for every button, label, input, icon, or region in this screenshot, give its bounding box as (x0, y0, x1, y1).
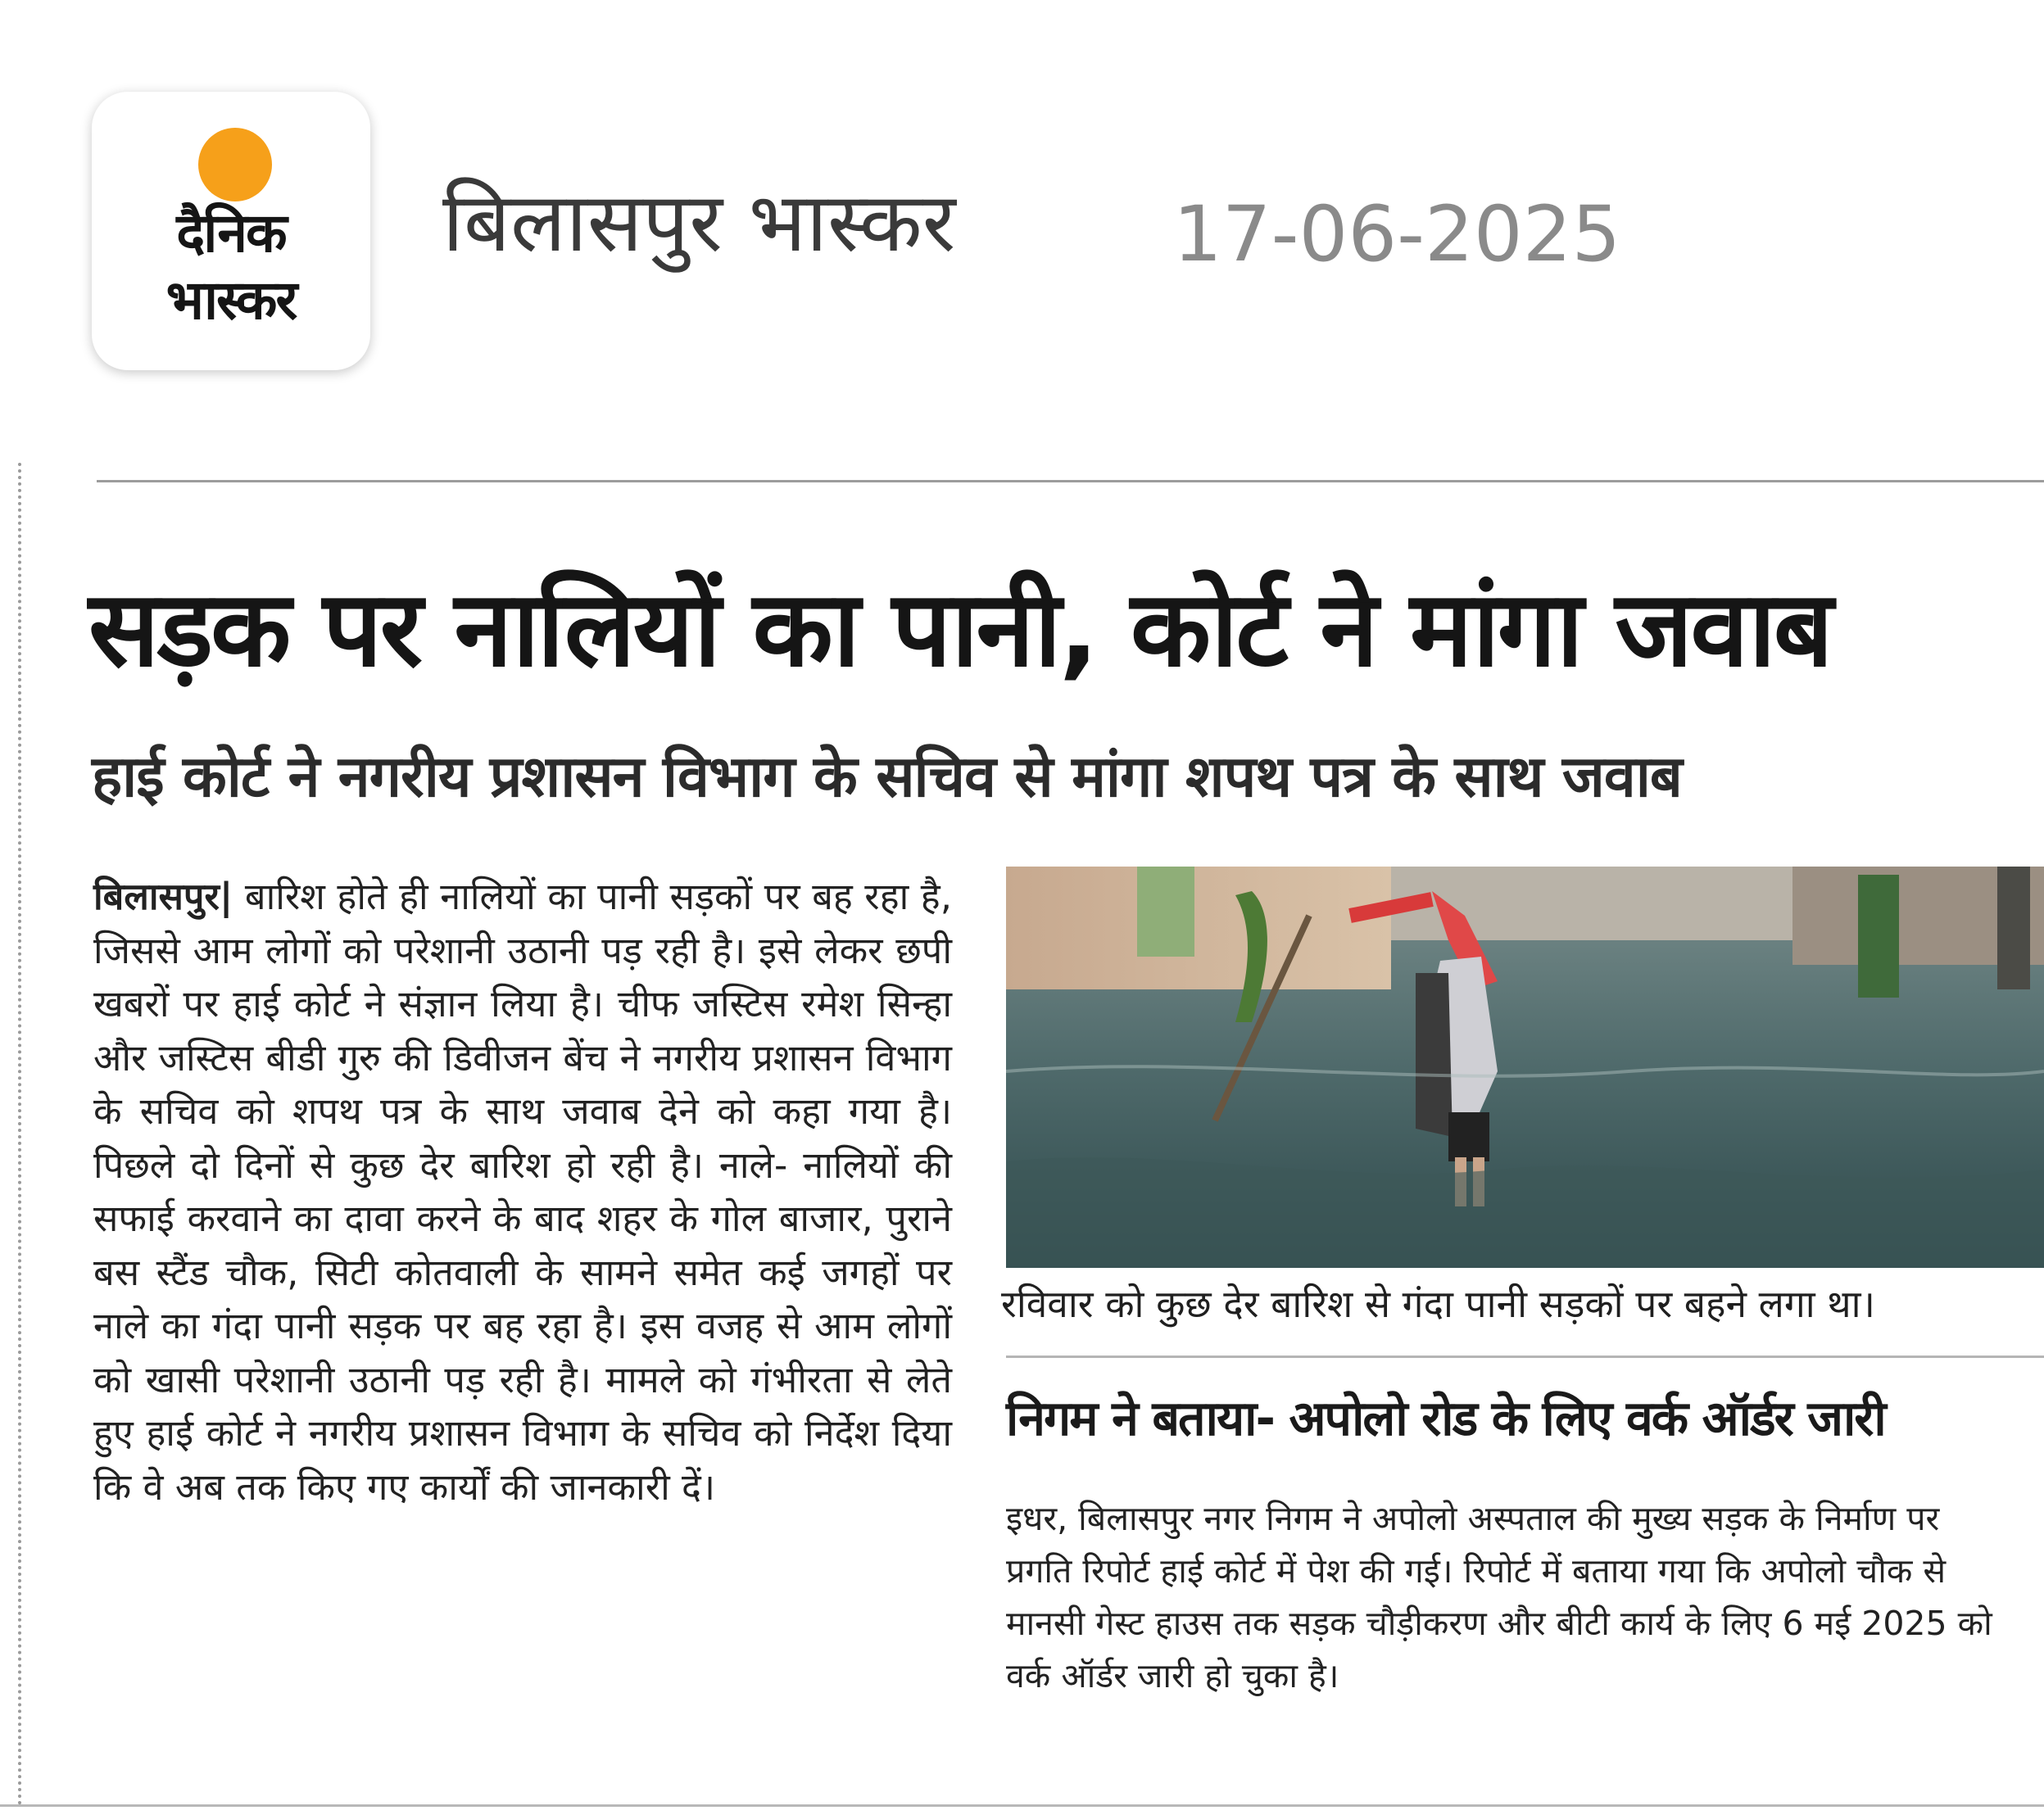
article-body (93, 870, 952, 1514)
bottom-divider (0, 1804, 2044, 1807)
article-dateline: बिलासपुर| (93, 875, 233, 918)
article-headline: सड़क पर नालियों का पानी, कोर्ट ने मांगा जवाब (88, 568, 1831, 690)
article-body-text: बारिश होते ही नालियों का पानी सड़कों पर बह रहा है, जिससे आम लोगों को परेशानी उठानी पड़ रही है। इसे लेकर छपी खबरों पर हाई कोर्ट ने संज्ञान लिया है। चीफ जस्टिस रमेश सिन्हा और जस्टिस बीडी गुरु की डिवीजन बेंच ने नगरीय प्रशासन विभाग के सचिव को शपथ पत्र के साथ जवाब देने को कहा गया है।पिछले दो दिनों से कुछ देर बारिश हो रही है। नाले- नालियों की सफाई करवाने का दावा करने के बाद शहर के गोल बाजार, पुराने बस स्टैंड चौक, सिटी कोतवाली के सामने समेत कई जगहों पर नाले का गंदा पानी सड़क पर बह रहा है। इस वजह से आम लोगों को खासी परेशानी उठानी पड़ रही है। मामले को गंभीरता से लेते हुए हाई कोर्ट ने नगरीय प्रशासन विभाग के सचिव को निर्देश दिया कि वे अब तक किए गए कार्यों की जानकारी दें। (93, 875, 952, 1509)
sidebar-headline: निगम ने बताया- अपोलो रोड के लिए वर्क ऑर्डर जारी (1006, 1390, 1885, 1446)
news-photo-flooded-street (1006, 867, 2044, 1268)
edition-title: बिलासपुर भास्कर (442, 174, 956, 270)
publication-date: 17-06-2025 (1173, 190, 1621, 279)
column-dotted-rule (18, 463, 21, 1806)
article-subheadline: हाई कोर्ट ने नगरीय प्रशासन विभाग के सचिव से मांगा शपथ पत्र के साथ जवाब (92, 743, 1682, 810)
header-divider (97, 480, 2044, 482)
logo-text-dainik: दैनिक (176, 201, 286, 265)
flooded-street-illustration (1006, 867, 2044, 1268)
caption-divider (1006, 1356, 2044, 1358)
photo-caption: रविवार को कुछ देर बारिश से गंदा पानी सड़कों पर बहने लगा था। (1001, 1282, 1875, 1326)
sun-logo-icon (198, 128, 272, 201)
logo-text-bhaskar: भास्कर (165, 269, 297, 332)
sidebar-body: इधर, बिलासपुर नगर निगम ने अपोलो अस्पताल की मुख्य सड़क के निर्माण पर प्रगति रिपोर्ट हाई कोर्ट में पेश की गई। रिपोर्ट में बताया गया कि अपोलो चौक से मानसी गेस्ट हाउस तक सड़क चौड़ीकरण और बीटी कार्य के लिए 6 मई 2025 को वर्क ऑर्डर जारी हो चुका है। (1006, 1499, 1992, 1695)
dainik-bhaskar-logo (92, 92, 370, 370)
